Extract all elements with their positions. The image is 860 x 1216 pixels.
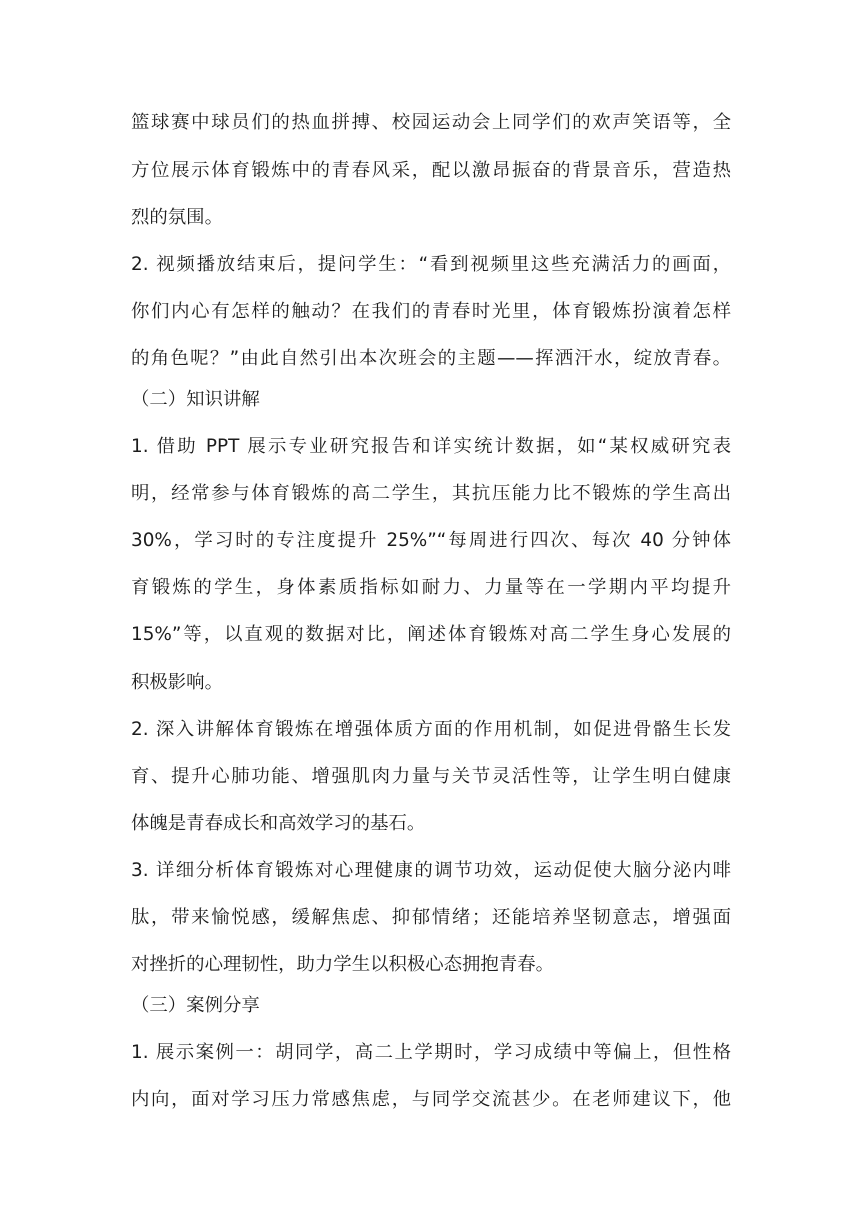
section-heading: （二）知识讲解 xyxy=(131,389,260,410)
text-line: 15%”等，以直观的数据对比，阐述体育锻炼对高二学生身心发展的 xyxy=(131,624,731,645)
text-line: 烈的氛围。 xyxy=(131,207,223,228)
text-line: 的角色呢？”由此自然引出本次班会的主题——挥洒汗水，绽放青春。 xyxy=(131,348,731,369)
text-line: 3. 详细分析体育锻炼对心理健康的调节功效，运动促使大脑分泌内啡 xyxy=(131,860,731,881)
text-line: 1. 借助 PPT 展示专业研究报告和详实统计数据，如“某权威研究表 xyxy=(131,436,731,457)
text-line: 育锻炼的学生，身体素质指标如耐力、力量等在一学期内平均提升 xyxy=(131,577,731,598)
text-line: 对挫折的心理韧性，助力学生以积极心态拥抱青春。 xyxy=(131,954,554,975)
section-heading: （三）案例分享 xyxy=(131,995,260,1016)
text-line: 肽，带来愉悦感，缓解焦虑、抑郁情绪；还能培养坚韧意志，增强面 xyxy=(131,907,731,928)
text-line: 2. 视频播放结束后，提问学生：“看到视频里这些充满活力的画面， xyxy=(131,254,731,275)
text-line: 30%，学习时的专注度提升 25%”“每周进行四次、每次 40 分钟体 xyxy=(131,530,731,551)
text-line: 你们内心有怎样的触动？在我们的青春时光里，体育锻炼扮演着怎样 xyxy=(131,301,731,322)
text-line: 方位展示体育锻炼中的青春风采，配以激昂振奋的背景音乐，营造热 xyxy=(131,160,731,181)
text-line: 体魄是青春成长和高效学习的基石。 xyxy=(131,813,426,834)
text-line: 1. 展示案例一：胡同学，高二上学期时，学习成绩中等偏上，但性格 xyxy=(131,1042,731,1063)
text-line: 积极影响。 xyxy=(131,672,223,693)
text-line: 内向，面对学习压力常感焦虑，与同学交流甚少。在老师建议下，他 xyxy=(131,1089,731,1110)
text-line: 明，经常参与体育锻炼的高二学生，其抗压能力比不锻炼的学生高出 xyxy=(131,483,731,504)
text-line: 2. 深入讲解体育锻炼在增强体质方面的作用机制，如促进骨骼生长发 xyxy=(131,719,731,740)
text-line: 育、提升心肺功能、增强肌肉力量与关节灵活性等，让学生明白健康 xyxy=(131,766,731,787)
text-line: 篮球赛中球员们的热血拼搏、校园运动会上同学们的欢声笑语等，全 xyxy=(131,112,731,133)
